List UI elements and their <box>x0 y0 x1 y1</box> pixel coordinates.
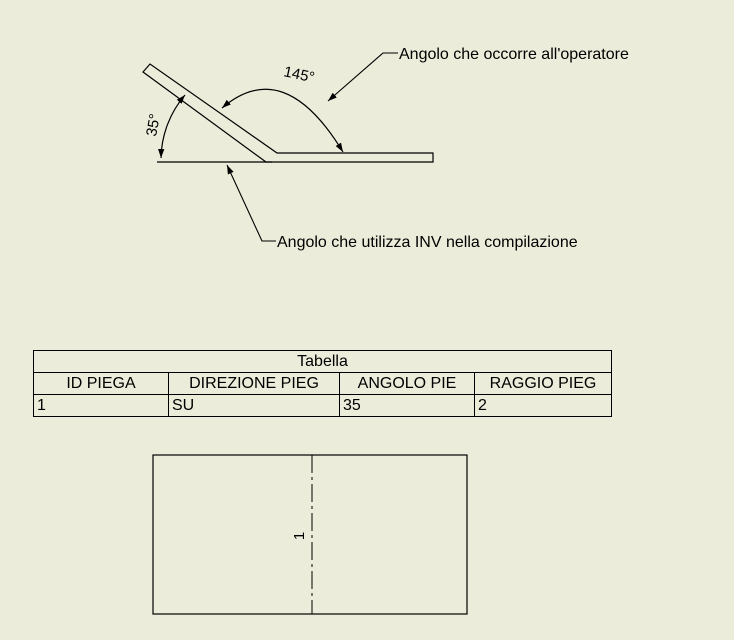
table-row <box>34 395 612 417</box>
angle-145-label: 145° <box>282 63 317 87</box>
angle-35-arc <box>161 95 185 158</box>
leader-operator <box>328 53 398 101</box>
header-angolo: ANGOLO PIE <box>340 373 475 395</box>
cell-angolo: 35 <box>340 395 475 417</box>
header-id-piega: ID PIEGA <box>34 373 169 395</box>
cell-direzione: SU <box>169 395 340 417</box>
bend-table <box>33 350 612 417</box>
bend-id-label: 1 <box>291 531 308 541</box>
cell-raggio: 2 <box>475 395 612 417</box>
leader-inv <box>227 165 276 241</box>
flat-pattern <box>153 455 467 614</box>
cell-id: 1 <box>34 395 169 417</box>
table-title: Tabella <box>34 351 612 373</box>
header-direzione: DIREZIONE PIEG <box>169 373 340 395</box>
label-operator-angle: Angolo che occorre all'operatore <box>399 46 629 63</box>
angle-35-label: 35° <box>143 112 164 138</box>
header-raggio: RAGGIO PIEG <box>475 373 612 395</box>
label-inv-angle: Angolo che utilizza INV nella compilazione <box>277 234 578 251</box>
